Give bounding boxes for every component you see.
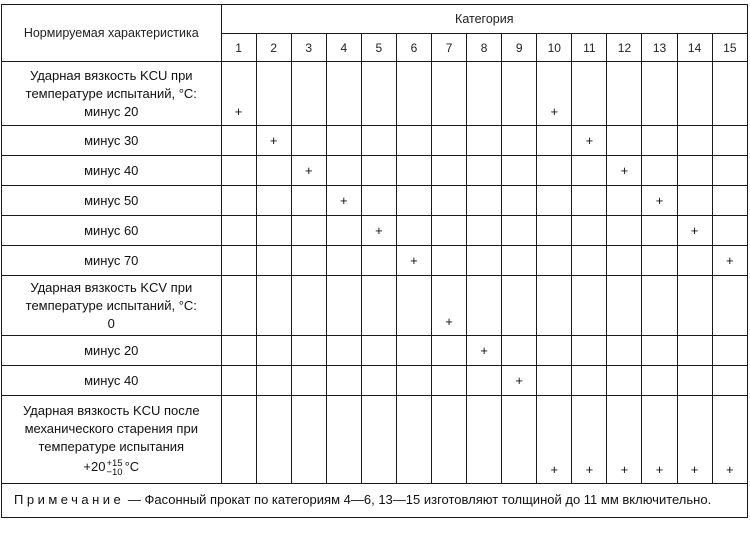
temp-tolerance-lower: −10: [106, 466, 123, 478]
plus-mark: +: [432, 276, 467, 336]
empty-cell: [502, 62, 537, 126]
empty-cell: [221, 126, 256, 156]
empty-cell: [326, 126, 361, 156]
empty-cell: [572, 156, 607, 186]
empty-cell: [291, 336, 326, 366]
category-number: 10: [537, 34, 572, 62]
table-row: [2, 366, 748, 396]
category-number: 1: [221, 34, 256, 62]
empty-cell: [502, 246, 537, 276]
empty-cell: [432, 336, 467, 366]
plus-mark: +: [361, 216, 396, 246]
empty-cell: [607, 246, 642, 276]
plus-mark: +: [537, 396, 572, 484]
empty-cell: [467, 186, 502, 216]
empty-cell: [537, 366, 572, 396]
empty-cell: [396, 62, 431, 126]
empty-cell: [677, 126, 712, 156]
empty-cell: [677, 366, 712, 396]
empty-cell: [677, 276, 712, 336]
empty-cell: [537, 276, 572, 336]
empty-cell: [432, 366, 467, 396]
empty-cell: [677, 156, 712, 186]
empty-cell: [396, 336, 431, 366]
plus-mark: +: [607, 396, 642, 484]
empty-cell: [712, 276, 747, 336]
temp-unit: °С: [124, 459, 140, 475]
table-row: [2, 336, 748, 366]
empty-cell: [572, 246, 607, 276]
table-row: [2, 156, 748, 186]
empty-cell: [712, 186, 747, 216]
category-number: 9: [502, 34, 537, 62]
row-label-text: минус 30: [84, 132, 139, 148]
empty-cell: [432, 216, 467, 246]
empty-cell: [467, 396, 502, 484]
empty-cell: [642, 246, 677, 276]
empty-cell: [396, 276, 431, 336]
empty-cell: [642, 62, 677, 126]
empty-cell: [537, 186, 572, 216]
empty-cell: [712, 216, 747, 246]
plus-mark: +: [712, 246, 747, 276]
table-row: [2, 126, 748, 156]
empty-cell: [256, 366, 291, 396]
empty-cell: [642, 156, 677, 186]
empty-cell: [572, 186, 607, 216]
empty-cell: [361, 246, 396, 276]
empty-cell: [607, 276, 642, 336]
row-label: [2, 396, 222, 484]
empty-cell: [502, 336, 537, 366]
empty-cell: [467, 276, 502, 336]
empty-cell: [221, 366, 256, 396]
table-row: [2, 276, 748, 336]
category-number: 13: [642, 34, 677, 62]
empty-cell: [467, 156, 502, 186]
row-label-text: Ударная вязкость KCU после механического старения при температуре испытания: [22, 403, 200, 455]
note-prefix: Примечание: [14, 492, 125, 507]
empty-cell: [607, 186, 642, 216]
header-category: Категория: [221, 5, 747, 34]
empty-cell: [361, 186, 396, 216]
row-label-text: Ударная вязкость KCV при температуре испытаний, °С:: [25, 279, 197, 313]
empty-cell: [221, 216, 256, 246]
empty-cell: [256, 396, 291, 484]
plus-mark: +: [572, 126, 607, 156]
empty-cell: [396, 126, 431, 156]
empty-cell: [642, 126, 677, 156]
empty-cell: [537, 246, 572, 276]
empty-cell: [607, 62, 642, 126]
header-characteristic: Нормируемая характеристика: [2, 5, 222, 62]
row-label: [2, 216, 222, 246]
plus-mark: +: [291, 156, 326, 186]
empty-cell: [502, 216, 537, 246]
empty-cell: [221, 276, 256, 336]
empty-cell: [221, 336, 256, 366]
empty-cell: [291, 366, 326, 396]
empty-cell: [642, 216, 677, 246]
test-temperature: [2, 458, 221, 477]
empty-cell: [326, 216, 361, 246]
empty-cell: [361, 366, 396, 396]
table-row: [2, 246, 748, 276]
plus-mark: +: [712, 396, 747, 484]
empty-cell: [221, 396, 256, 484]
table-row: [2, 186, 748, 216]
row-sublabel: 0: [107, 315, 115, 331]
empty-cell: [396, 366, 431, 396]
row-label: [2, 276, 222, 336]
empty-cell: [502, 156, 537, 186]
empty-cell: [607, 126, 642, 156]
row-label-text: минус 70: [84, 252, 139, 268]
category-number: 14: [677, 34, 712, 62]
empty-cell: [326, 62, 361, 126]
empty-cell: [291, 216, 326, 246]
requirements-table: [1, 4, 748, 518]
category-number: 4: [326, 34, 361, 62]
temp-base: +20: [83, 459, 106, 475]
row-label-text: минус 60: [84, 222, 139, 238]
empty-cell: [607, 216, 642, 246]
plus-mark: +: [642, 396, 677, 484]
plus-mark: +: [396, 246, 431, 276]
empty-cell: [642, 336, 677, 366]
plus-mark: +: [502, 366, 537, 396]
empty-cell: [361, 336, 396, 366]
plus-mark: +: [221, 62, 256, 126]
empty-cell: [467, 246, 502, 276]
empty-cell: [361, 156, 396, 186]
empty-cell: [432, 156, 467, 186]
temp-tolerance-upper: +15: [106, 457, 123, 469]
row-label-text: Ударная вязкость KCU при температуре испытаний, °С:: [25, 67, 197, 101]
category-number: 2: [256, 34, 291, 62]
table-body: [2, 62, 748, 484]
empty-cell: [361, 126, 396, 156]
row-label-text: минус 50: [84, 192, 139, 208]
empty-cell: [712, 126, 747, 156]
empty-cell: [712, 156, 747, 186]
empty-cell: [361, 62, 396, 126]
empty-cell: [467, 216, 502, 246]
category-number: 5: [361, 34, 396, 62]
empty-cell: [642, 276, 677, 336]
empty-cell: [221, 246, 256, 276]
empty-cell: [572, 216, 607, 246]
category-number: 12: [607, 34, 642, 62]
empty-cell: [396, 156, 431, 186]
empty-cell: [712, 62, 747, 126]
empty-cell: [467, 62, 502, 126]
empty-cell: [537, 156, 572, 186]
row-label: [2, 336, 222, 366]
empty-cell: [256, 216, 291, 246]
note-text: — Фасонный прокат по категориям 4—6, 13—15 изготовляют толщиной до 11 мм включительно.: [127, 492, 712, 507]
empty-cell: [502, 186, 537, 216]
empty-cell: [677, 336, 712, 366]
row-label: [2, 62, 222, 126]
empty-cell: [607, 366, 642, 396]
empty-cell: [572, 366, 607, 396]
empty-cell: [712, 336, 747, 366]
plus-mark: +: [326, 186, 361, 216]
empty-cell: [677, 186, 712, 216]
empty-cell: [677, 246, 712, 276]
table-row: [2, 62, 748, 126]
plus-mark: +: [677, 396, 712, 484]
empty-cell: [502, 276, 537, 336]
empty-cell: [396, 396, 431, 484]
empty-cell: [642, 366, 677, 396]
empty-cell: [326, 156, 361, 186]
row-label: [2, 186, 222, 216]
plus-mark: +: [677, 216, 712, 246]
empty-cell: [537, 216, 572, 246]
empty-cell: [221, 156, 256, 186]
temp-tolerance: [106, 459, 122, 477]
empty-cell: [432, 186, 467, 216]
plus-mark: +: [256, 126, 291, 156]
empty-cell: [361, 276, 396, 336]
row-label-text: минус 40: [84, 162, 139, 178]
row-label-text: минус 20: [84, 342, 139, 358]
category-number: 7: [432, 34, 467, 62]
plus-mark: +: [467, 336, 502, 366]
empty-cell: [607, 336, 642, 366]
empty-cell: [432, 246, 467, 276]
empty-cell: [256, 276, 291, 336]
empty-cell: [502, 126, 537, 156]
plus-mark: +: [607, 156, 642, 186]
empty-cell: [256, 246, 291, 276]
empty-cell: [291, 246, 326, 276]
table-row: [2, 216, 748, 246]
empty-cell: [537, 336, 572, 366]
row-sublabel: минус 20: [84, 103, 139, 119]
category-number: 3: [291, 34, 326, 62]
empty-cell: [677, 62, 712, 126]
empty-cell: [432, 126, 467, 156]
empty-cell: [537, 126, 572, 156]
category-number: 15: [712, 34, 747, 62]
empty-cell: [712, 366, 747, 396]
empty-cell: [326, 276, 361, 336]
plus-mark: +: [572, 396, 607, 484]
empty-cell: [361, 396, 396, 484]
empty-cell: [256, 336, 291, 366]
table-note: [2, 484, 748, 518]
empty-cell: [396, 186, 431, 216]
empty-cell: [502, 396, 537, 484]
empty-cell: [326, 366, 361, 396]
empty-cell: [291, 126, 326, 156]
empty-cell: [291, 186, 326, 216]
empty-cell: [256, 156, 291, 186]
row-label: [2, 246, 222, 276]
empty-cell: [221, 186, 256, 216]
empty-cell: [291, 276, 326, 336]
empty-cell: [291, 62, 326, 126]
empty-cell: [256, 186, 291, 216]
empty-cell: [432, 62, 467, 126]
category-number: 6: [396, 34, 431, 62]
empty-cell: [572, 62, 607, 126]
empty-cell: [467, 126, 502, 156]
empty-cell: [291, 396, 326, 484]
empty-cell: [572, 336, 607, 366]
row-label: [2, 366, 222, 396]
empty-cell: [326, 246, 361, 276]
empty-cell: [572, 276, 607, 336]
row-label-text: минус 40: [84, 372, 139, 388]
empty-cell: [326, 396, 361, 484]
table-row: [2, 396, 748, 484]
plus-mark: +: [537, 62, 572, 126]
empty-cell: [432, 396, 467, 484]
empty-cell: [326, 336, 361, 366]
empty-cell: [256, 62, 291, 126]
empty-cell: [467, 366, 502, 396]
category-number: 8: [467, 34, 502, 62]
plus-mark: +: [642, 186, 677, 216]
empty-cell: [396, 216, 431, 246]
row-label: [2, 156, 222, 186]
category-number: 11: [572, 34, 607, 62]
row-label: [2, 126, 222, 156]
